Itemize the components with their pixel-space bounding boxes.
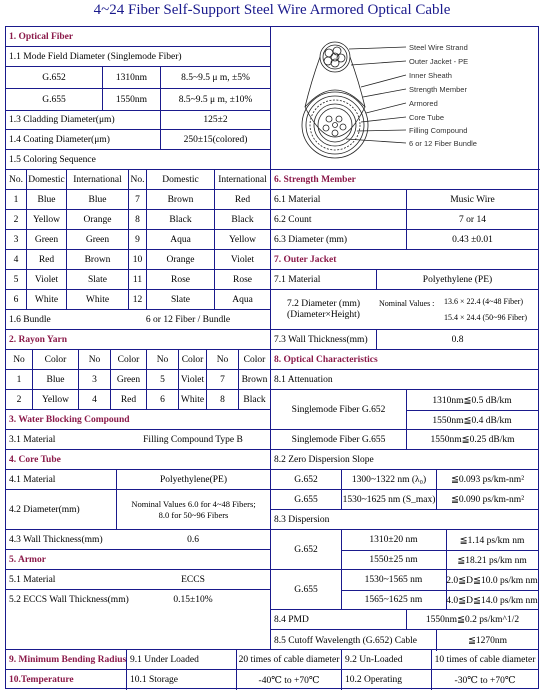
bending-v1: 20 times of cable diameter xyxy=(236,650,341,669)
cladding-label: 1.3 Cladding Diameter(μm) xyxy=(9,115,115,125)
g655-wl: 1550nm xyxy=(102,89,160,110)
coloring-cell: Brown xyxy=(146,190,214,209)
rayon-header-cell: No xyxy=(13,354,25,365)
water-value: Filling Compound Type B xyxy=(143,434,243,445)
disp-r1-range: 1310±20 nm xyxy=(369,535,418,545)
coloring-cell: 11 xyxy=(128,270,146,289)
coloring-header-cell: International xyxy=(66,170,128,189)
diagram-label-armored: Armored xyxy=(409,99,438,108)
coloring-cell: Orange xyxy=(66,210,128,229)
zero-g652-name: G.652 xyxy=(294,474,318,485)
coloring-header-row xyxy=(6,170,270,190)
diagram-label-steel-wire: Steel Wire Strand xyxy=(409,43,468,52)
coloring-cell: Slate xyxy=(66,270,128,289)
section-temperature: 10.Temperature xyxy=(9,675,74,685)
g655-name: G.655 xyxy=(42,94,66,105)
coloring-cell: Rose xyxy=(146,270,214,289)
coloring-row xyxy=(6,270,270,290)
coloring-cell: Blue xyxy=(66,190,128,209)
g652-wl: 1310nm xyxy=(102,67,160,88)
diagram-label-filling: Filling Compound xyxy=(409,126,468,135)
temp-l2: 10.2 Operating xyxy=(341,670,431,690)
rayon-cell: Black xyxy=(238,390,270,409)
section-bending: 9. Minimum Bending Radius xyxy=(9,654,127,665)
zero-g652-value: ≦0.093 ps/km-nm² xyxy=(436,470,538,489)
rayon-cell: 6 xyxy=(146,390,178,409)
rayon-cell: Yellow xyxy=(32,390,78,409)
coloring-cell: 6 xyxy=(13,294,19,305)
diagram-label-strength-member: Strength Member xyxy=(409,85,467,94)
rayon-table xyxy=(6,350,270,410)
g652-name: G.652 xyxy=(42,72,66,83)
coloring-cell: Red xyxy=(26,250,66,269)
coloring-cell: 10 xyxy=(128,250,146,269)
coloring-cell: Green xyxy=(66,230,128,249)
zero-disp-label: 8.2 Zero Dispersion Slope xyxy=(274,454,374,465)
jacket-mat-value: Polyethylene (PE) xyxy=(376,270,538,289)
sm652-v1: 1310nm≦0.5 dB/km xyxy=(432,395,512,406)
rayon-header-cell: Color xyxy=(238,350,270,369)
bending-v2: 10 times of cable diameter xyxy=(431,650,538,669)
coloring-row xyxy=(6,290,270,310)
coloring-cell: Yellow xyxy=(26,210,66,229)
rayon-cell: 1 xyxy=(16,374,22,385)
coloring-cell: Red xyxy=(214,190,270,209)
coloring-cell: Violet xyxy=(214,250,270,269)
coloring-row xyxy=(6,210,270,230)
sm652-label: Singlemode Fiber G.652 xyxy=(291,404,386,415)
disp-r3-range: 1530~1565 nm xyxy=(364,575,423,585)
left-table xyxy=(5,26,271,650)
coloring-cell: 2 xyxy=(13,214,19,225)
rayon-header-cell: No xyxy=(206,350,238,369)
coloring-cell: Green xyxy=(26,230,66,249)
zero-g655-name: G.655 xyxy=(294,494,318,505)
rayon-header-row xyxy=(6,350,270,370)
cutoff-label: 8.5 Cutoff Wavelength (G.652) Cable xyxy=(274,635,417,646)
page-title: 4~24 Fiber Self-Support Steel Wire Armored Optical Cable xyxy=(93,2,451,18)
core-wall-label: 4.3 Wall Thickness(mm) xyxy=(9,534,103,545)
coating-value: 250±15(colored) xyxy=(160,130,270,149)
coloring-cell: 4 xyxy=(13,254,19,265)
disp-g652: G.652 xyxy=(294,544,318,555)
rayon-cell: 2 xyxy=(16,394,22,405)
coloring-cell: 1 xyxy=(13,194,19,205)
coloring-cell: Slate xyxy=(146,290,214,309)
rayon-cell: Red xyxy=(110,390,146,409)
rayon-row xyxy=(6,390,270,410)
rayon-header-cell: No xyxy=(146,350,178,369)
rayon-row xyxy=(6,370,270,390)
rayon-cell: White xyxy=(178,390,206,409)
g652-value: 8.5~9.5 μ m, ±5% xyxy=(160,67,270,88)
strength-dia-label: 6.3 Diameter (mm) xyxy=(274,234,348,245)
coloring-cell: Blue xyxy=(26,190,66,209)
core-dia-v2: 8.0 for 50~96 Fibers xyxy=(158,509,229,520)
coloring-cell: Black xyxy=(214,210,270,229)
rayon-header-cell: Color xyxy=(178,350,206,369)
coloring-row xyxy=(6,230,270,250)
disp-r2-value: ≦18.21 ps/km nm xyxy=(457,555,527,566)
core-dia-label: 4.2 Diameter(mm) xyxy=(9,504,80,515)
diagram-label-core-tube: Core Tube xyxy=(409,113,445,122)
section-armor: 5. Armor xyxy=(9,554,46,565)
section-optical-fiber: 1. Optical Fiber xyxy=(9,31,74,42)
section-rayon-yarn: 2. Rayon Yarn xyxy=(9,334,67,345)
section-strength-member: 6. Strength Member xyxy=(274,174,356,185)
cable-diagram xyxy=(271,27,540,170)
coloring-header-cell: No. xyxy=(128,170,146,189)
bundle-value: 6 or 12 Fiber / Bundle xyxy=(145,314,231,325)
coloring-header-cell: Domestic xyxy=(146,170,214,189)
armor-mat-value: ECCS xyxy=(181,574,205,585)
coloring-cell: Black xyxy=(146,210,214,229)
jacket-nominal-label: Nominal Values : xyxy=(379,298,435,308)
rayon-cell: Violet xyxy=(178,370,206,389)
right-table xyxy=(270,26,539,650)
coloring-cell: 8 xyxy=(128,210,146,229)
coloring-label: 1.5 Coloring Sequence xyxy=(9,154,96,165)
pmd-label: 8.4 PMD xyxy=(274,614,309,625)
disp-g655: G.655 xyxy=(294,584,318,595)
jacket-wall-label: 7.3 Wall Thickness(mm) xyxy=(274,334,368,345)
dispersion-label: 8.3 Dispersion xyxy=(274,514,330,525)
strength-mat-value: Music Wire xyxy=(406,190,538,209)
disp-r4-value: 4.0≦D≦14.0 ps/km nm xyxy=(446,595,538,606)
coloring-row xyxy=(6,250,270,270)
strength-count-label: 6.2 Count xyxy=(274,214,312,225)
rayon-cell: 5 xyxy=(146,370,178,389)
jacket-dia-label xyxy=(271,290,376,329)
bottom-table xyxy=(5,649,539,689)
coloring-cell: Violet xyxy=(26,270,66,289)
temp-v2: -30℃ to +70℃ xyxy=(431,670,538,690)
cutoff-value: ≦1270nm xyxy=(436,630,538,651)
coloring-cell: 9 xyxy=(128,230,146,249)
zero-g655-range: 1530~1625 nm (S_max) xyxy=(341,490,436,509)
jacket-dia-label-1: 7.2 Diameter (mm) xyxy=(286,298,361,309)
jacket-mat-label: 7.1 Material xyxy=(274,274,321,285)
bundle-label: 1.6 Bundle xyxy=(9,314,51,325)
core-dia-v1: Nominal Values 6.0 for 4~48 Fibers; xyxy=(131,498,256,509)
mfd-label: 1.1 Mode Field Diameter (Singlemode Fiber) xyxy=(9,51,182,62)
coloring-cell: Brown xyxy=(66,250,128,269)
bending-l1: 9.1 Under Loaded xyxy=(126,650,236,669)
rayon-cell: 8 xyxy=(206,390,238,409)
diagram-label-outer-jacket: Outer Jacket - PE xyxy=(409,57,469,66)
coloring-table xyxy=(6,170,270,310)
sm655-value: 1550nm≦0.25 dB/km xyxy=(406,430,538,449)
strength-mat-label: 6.1 Material xyxy=(274,194,321,205)
zero-g655-value: ≦0.090 ps/km-nm² xyxy=(436,490,538,509)
jacket-dia-label-2: (Diameter×Height) xyxy=(287,309,360,320)
coloring-cell: Aqua xyxy=(214,290,270,309)
coloring-cell: White xyxy=(66,290,128,309)
pmd-value: 1550nm≦0.2 ps/km^1/2 xyxy=(406,610,538,629)
disp-r2-range: 1550±25 nm xyxy=(369,555,418,565)
disp-r1-value: ≦1.14 ps/km nm xyxy=(459,535,525,546)
section-outer-jacket: 7. Outer Jacket xyxy=(274,254,337,265)
armor-wall-label: 5.2 ECCS Wall Thickness(mm) xyxy=(9,595,129,605)
atten-label: 8.1 Attenuation xyxy=(274,374,333,385)
rayon-header-cell: Color xyxy=(32,350,78,369)
strength-count-value: 7 or 14 xyxy=(406,210,538,229)
rayon-cell: Green xyxy=(110,370,146,389)
coloring-cell: Orange xyxy=(146,250,214,269)
coloring-header-cell: Domestic xyxy=(26,170,66,189)
rayon-cell: 3 xyxy=(78,370,110,389)
g655-value: 8.5~9.5 μ m, ±10% xyxy=(160,89,270,110)
disp-r3-value: 2.0≦D≦10.0 ps/km nm xyxy=(446,575,538,586)
coloring-header-cell: International xyxy=(214,170,270,189)
core-mat-value: Polyethylene(PE) xyxy=(116,470,270,489)
cable-cross-section-icon xyxy=(271,27,540,170)
section-core-tube: 4. Core Tube xyxy=(9,454,61,465)
core-dia-value xyxy=(116,490,270,529)
jacket-nominal-1: 13.6 × 22.4 (4~48 Fiber) xyxy=(444,296,524,306)
coloring-cell: Rose xyxy=(214,270,270,289)
core-wall-value: 0.6 xyxy=(187,534,199,545)
armor-wall-value: 0.15±10% xyxy=(173,595,213,605)
coloring-row xyxy=(6,190,270,210)
rayon-header-cell: Color xyxy=(110,350,146,369)
rayon-cell: 4 xyxy=(78,390,110,409)
bending-l2: 9.2 Un-Loaded xyxy=(341,650,431,669)
diagram-label-inner-sheath: Inner Sheath xyxy=(409,71,452,80)
coloring-cell: 5 xyxy=(13,274,19,285)
cladding-value: 125±2 xyxy=(160,111,270,129)
sm652-v2: 1550nm≦0.4 dB/km xyxy=(432,415,512,426)
rayon-cell: Blue xyxy=(32,370,78,389)
diagram-label-bundle: 6 or 12 Fiber Bundle xyxy=(409,139,477,148)
armor-mat-label: 5.1 Material xyxy=(9,574,56,585)
water-label: 3.1 Material xyxy=(9,434,56,445)
coloring-cell: 3 xyxy=(13,234,19,245)
jacket-nominal-2: 15.4 × 24.4 (50~96 Fiber) xyxy=(444,312,528,322)
temp-l1: 10.1 Storage xyxy=(126,670,236,690)
coloring-header-cell: No. xyxy=(9,174,23,185)
temp-v1: -40℃ to +70℃ xyxy=(236,670,341,690)
coloring-cell: White xyxy=(26,290,66,309)
rayon-header-cell: No xyxy=(78,350,110,369)
core-mat-label: 4.1 Material xyxy=(9,474,56,485)
coloring-cell: Yellow xyxy=(214,230,270,249)
coloring-cell: Aqua xyxy=(146,230,214,249)
strength-dia-value: 0.43 ±0.01 xyxy=(406,230,538,249)
rayon-cell: Brown xyxy=(238,370,270,389)
coating-label: 1.4 Coating Diameter(μm) xyxy=(9,134,110,145)
rayon-cell: 7 xyxy=(206,370,238,389)
section-water-blocking: 3. Water Blocking Compound xyxy=(9,414,130,425)
coloring-cell: 7 xyxy=(128,190,146,209)
section-optical-char: 8. Optical Characteristics xyxy=(274,354,378,365)
sm655-label: Singlemode Fiber G.655 xyxy=(291,434,386,445)
coloring-cell: 12 xyxy=(128,290,146,309)
disp-r4-range: 1565~1625 nm xyxy=(364,595,423,605)
zero-g652-range: 1300~1322 nm (λ₀) xyxy=(341,470,436,489)
jacket-wall-value: 0.8 xyxy=(376,330,538,349)
